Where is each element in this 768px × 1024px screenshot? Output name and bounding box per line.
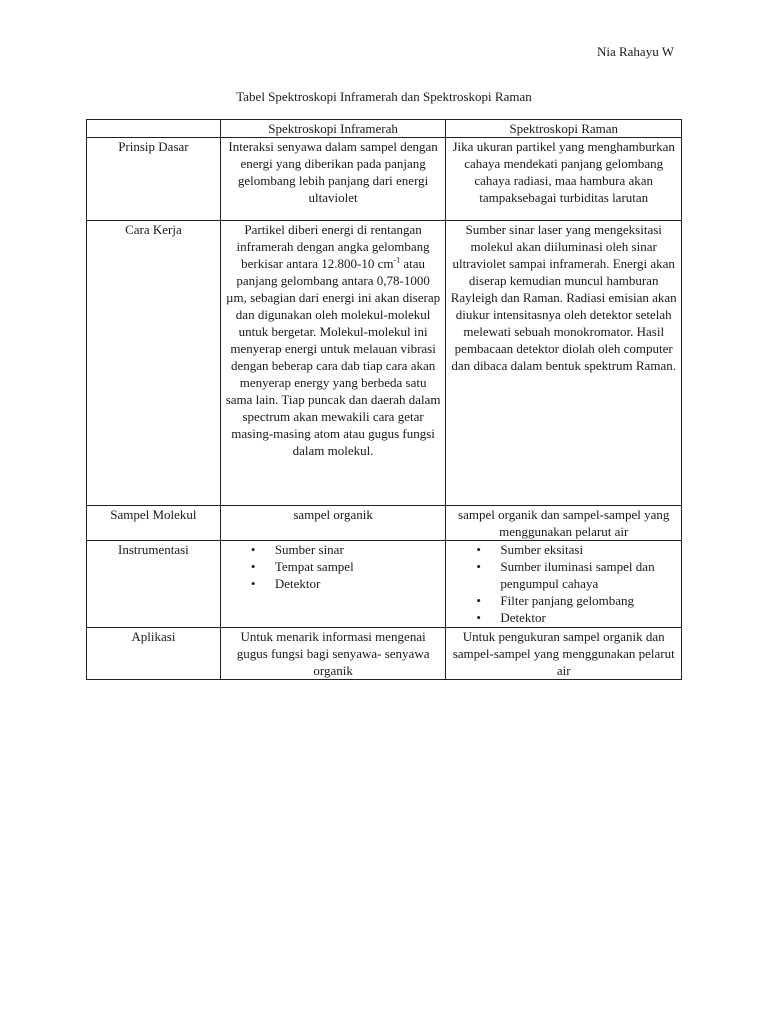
list-item: • Tempat sampel [225,558,442,575]
unit-exponent: -1 [393,255,401,265]
cell-prinsip-raman: Jika ukuran partikel yang menghamburkan cahaya mendekati panjang gelombang cahaya radiasi, maa hambura akan tampaksebagai turbiditas larutan [446,138,682,221]
author-name: Nia Rahayu W [596,44,674,59]
list-item: • Detektor [450,609,677,626]
cell-prinsip-inframerah: Interaksi senyawa dalam sampel dengan energi yang diberikan pada panjang gelombang lebih panjang dari energi ultaviolet [220,138,446,221]
cell-sampel-raman: sampel organik dan sampel-sampel yang menggunakan pelarut air [446,506,682,541]
comparison-table [86,119,682,680]
list-item: • Sumber iluminasi sampel dan pengumpul cahaya [450,558,677,592]
table-row-aplikasi [87,628,682,680]
row-label-prinsip-dasar: Prinsip Dasar [87,138,221,221]
instrumentasi-raman-list [450,541,677,626]
list-item: • Sumber sinar [225,541,442,558]
list-item: • Detektor [225,575,442,592]
header-cell-inframerah: Spektroskopi Inframerah [220,120,446,138]
row-label-cara-kerja: Cara Kerja [87,221,221,506]
cara-inframerah-text-2: atau panjang gelombang antara 0,78-1000 µm, sebagian dari energi ini akan diserap dan digunakan oleh molekul-molekul untuk bergetar. Molekul-molekul ini menyerap energi untuk melauan vibrasi dengan beberap cara dab tiap cara akan menyerap energy yang berbeda satu sama lain. Tiap puncak dan daerah dalam spectrum akan mewakili cara getar masing-masing atom atau gugus fungsi dalam molekul. [225,256,441,458]
table-row-instrumentasi [87,541,682,628]
table-row-cara-kerja [87,221,682,506]
list-item: • Sumber eksitasi [450,541,677,558]
list-item: • Filter panjang gelombang [450,592,677,609]
cell-instrumentasi-inframerah [220,541,446,628]
table-row-prinsip-dasar [87,138,682,221]
cell-instrumentasi-raman [446,541,682,628]
document-title: Tabel Spektroskopi Inframerah dan Spektroskopi Raman [236,89,532,104]
header-cell-empty [87,120,221,138]
cell-cara-inframerah [220,221,446,506]
cara-inframerah-text-1: Partikel diberi energi di rentangan inframerah dengan angka gelombang berkisar antara 12.800-10 cm [236,222,430,271]
row-label-aplikasi: Aplikasi [87,628,221,680]
cell-aplikasi-raman: Untuk pengukuran sampel organik dan sampel-sampel yang menggunakan pelarut air [446,628,682,680]
row-label-sampel-molekul: Sampel Molekul [87,506,221,541]
table-row-sampel-molekul [87,506,682,541]
cell-sampel-inframerah: sampel organik [220,506,446,541]
instrumentasi-inframerah-list [225,541,442,592]
cell-cara-raman: Sumber sinar laser yang mengeksitasi molekul akan diiluminasi oleh sinar ultraviolet sampai inframerah. Energi akan diserap kemudian muncul hamburan Rayleigh dan Raman. Radiasi emisian akan diukur intensitasnya oleh detektor setelah melewati sebuah monokromator. Hasil pembacaan detektor diolah oleh computer dan dibaca dalam bentuk spektrum Raman. [446,221,682,506]
cell-aplikasi-inframerah: Untuk menarik informasi mengenai gugus fungsi bagi senyawa- senyawa organik [220,628,446,680]
row-label-instrumentasi: Instrumentasi [87,541,221,628]
header-cell-raman: Spektroskopi Raman [446,120,682,138]
table-header-row [87,120,682,138]
